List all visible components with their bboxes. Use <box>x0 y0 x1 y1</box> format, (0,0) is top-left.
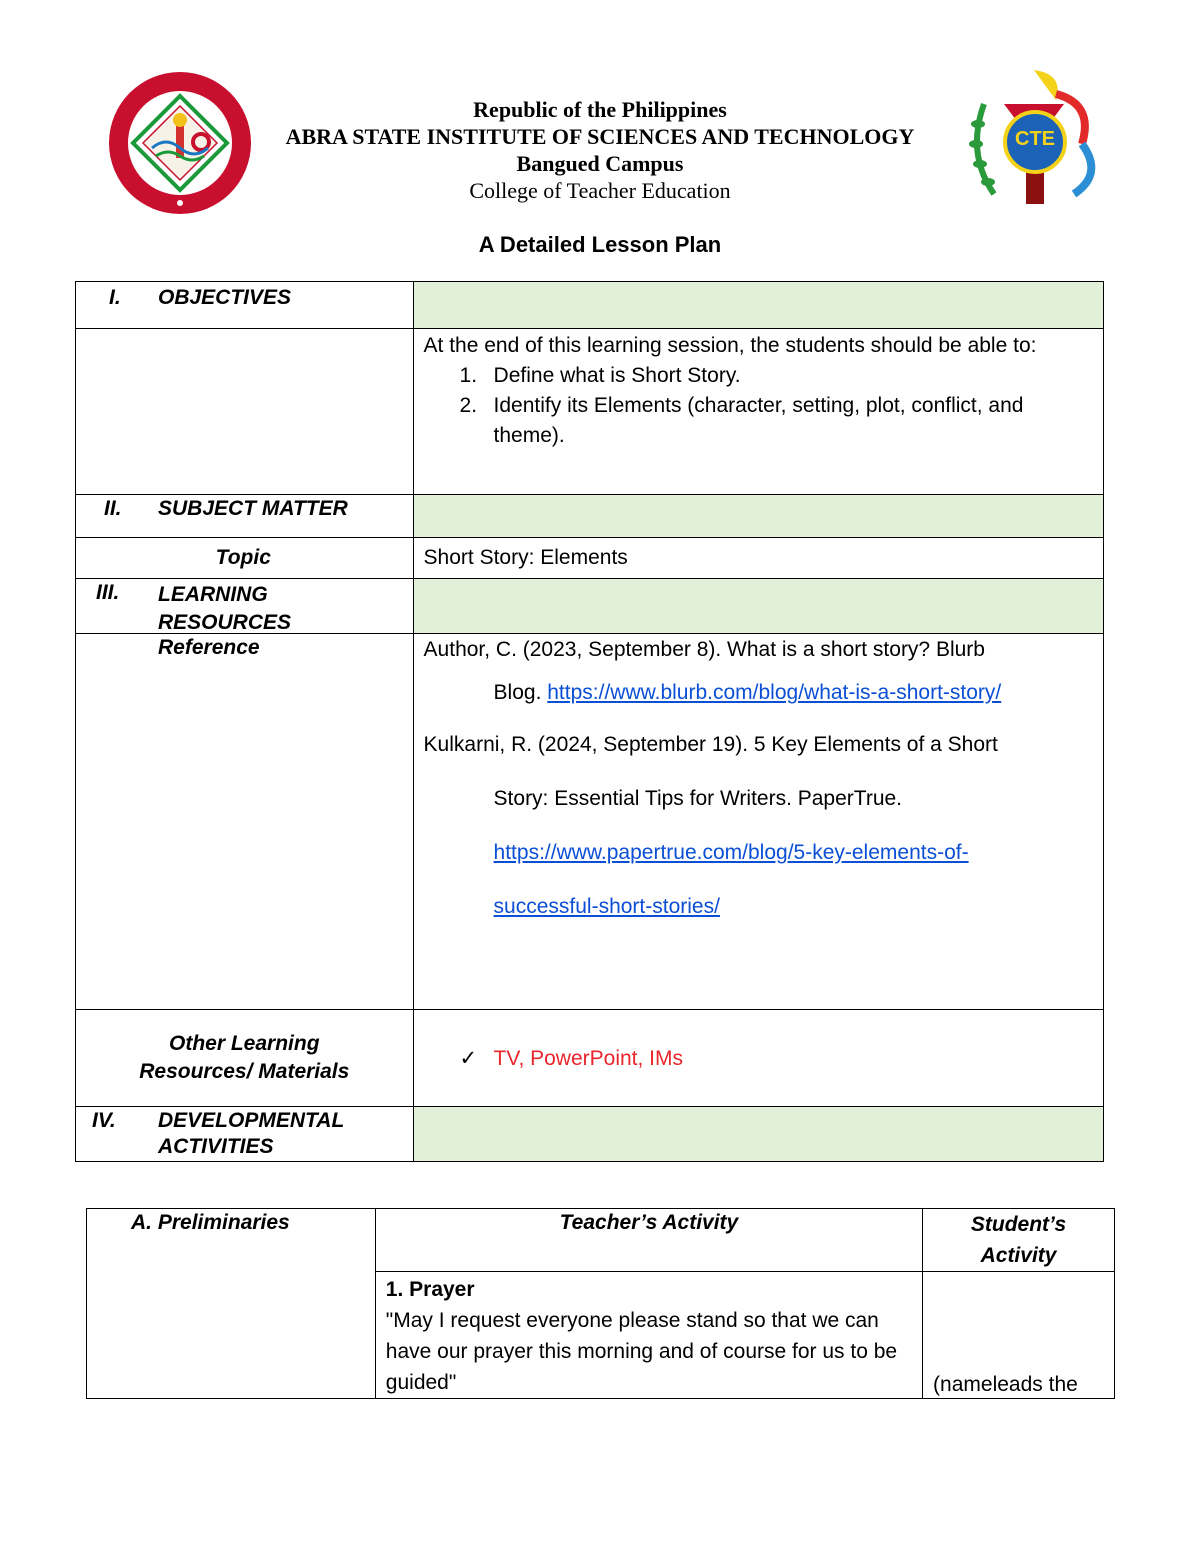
asist-seal-logo <box>106 70 254 216</box>
preliminaries-label: A. Preliminaries <box>131 1211 290 1234</box>
preliminaries-table <box>86 1208 1115 1399</box>
objectives-heading-cell <box>76 282 414 329</box>
header-campus: Bangued Campus <box>516 151 684 176</box>
reference-content-cell <box>413 634 1103 1010</box>
student-activity-label-1: Student’s <box>970 1213 1067 1236</box>
reference-2-link-cont[interactable]: successful-short-stories/ <box>493 895 720 918</box>
reference-1-blog: Blog. <box>493 681 548 704</box>
header-republic: Republic of the Philippines <box>473 97 727 122</box>
cte-logo-text: CTE <box>1015 128 1055 150</box>
resources-green-cell <box>413 579 1103 634</box>
subject-heading-cell <box>76 495 414 538</box>
developmental-label-1: DEVELOPMENTAL <box>158 1109 345 1132</box>
objectives-num: I. <box>109 286 121 309</box>
reference-label-cell <box>76 634 414 1010</box>
reference-2-link-line2 <box>424 890 1093 924</box>
objectives-blank-cell <box>76 329 414 495</box>
topic-label: Topic <box>215 546 271 569</box>
objectives-content-cell <box>413 329 1103 495</box>
lesson-plan-table <box>75 281 1104 1162</box>
checkmark-icon: ✓ <box>459 1046 478 1070</box>
objectives-green-cell <box>413 282 1103 329</box>
objectives-label: OBJECTIVES <box>158 286 292 309</box>
topic-value: Short Story: Elements <box>423 546 628 569</box>
teacher-activity-label: Teacher’s Activity <box>559 1211 739 1234</box>
student-response-text: (nameleads the <box>933 1373 1078 1396</box>
other-resources-label-cell <box>76 1010 414 1107</box>
student-response-cell <box>923 1272 1115 1399</box>
objective-item-text: Identify its Elements (character, setting, plot, conflict, and theme). <box>493 394 1024 447</box>
reference-2-link-line1 <box>424 836 1093 870</box>
objective-item-num: 1. <box>459 364 478 387</box>
objective-item-num: 2. <box>459 394 478 417</box>
other-resources-label-1: Other Learning <box>169 1032 320 1055</box>
reference-2-line2: Story: Essential Tips for Writers. PaperTrue. <box>493 787 903 810</box>
student-activity-header <box>923 1209 1115 1272</box>
objective-item-text: Define what is Short Story. <box>493 364 741 387</box>
developmental-heading-cell <box>76 1107 414 1162</box>
topic-value-cell <box>413 538 1103 579</box>
header-college: College of Teacher Education <box>469 178 731 203</box>
reference-2-line1: Kulkarni, R. (2024, September 19). 5 Key Elements of a Short <box>423 733 998 756</box>
reference-1-line2 <box>424 676 1093 710</box>
objective-item <box>424 361 1093 391</box>
subject-label: SUBJECT MATTER <box>158 497 348 520</box>
cte-logo <box>964 64 1110 216</box>
resources-heading-cell <box>76 579 414 634</box>
reference-2-link[interactable]: https://www.papertrue.com/blog/5-key-elements-of- <box>493 841 969 864</box>
preliminaries-cell <box>87 1209 376 1399</box>
teacher-activity-header <box>375 1209 922 1272</box>
reference-1-line1: Author, C. (2023, September 8). What is a short story? Blurb <box>423 638 985 661</box>
header-institute: ABRA STATE INSTITUTE OF SCIENCES AND TECHNOLOGY <box>285 124 915 149</box>
other-resources-label-2: Resources/ Materials <box>139 1060 350 1083</box>
materials-list: TV, PowerPoint, IMs <box>493 1046 684 1070</box>
developmental-num: IV. <box>92 1109 116 1132</box>
prayer-cell <box>375 1272 922 1399</box>
materials-cell <box>413 1010 1103 1107</box>
resources-num: III. <box>96 581 120 604</box>
subject-num: II. <box>104 497 122 520</box>
student-activity-label-2: Activity <box>980 1244 1057 1267</box>
prayer-title: 1. Prayer <box>385 1278 475 1301</box>
objectives-intro: At the end of this learning session, the students should be able to: <box>423 334 1037 357</box>
prayer-text: "May I request everyone please stand so that we can have our prayer this morning and of course for us to be guided" <box>385 1309 898 1394</box>
subject-green-cell <box>413 495 1103 538</box>
topic-label-cell <box>76 538 414 579</box>
document-title: A Detailed Lesson Plan <box>478 232 722 257</box>
developmental-green-cell <box>413 1107 1103 1162</box>
objective-item <box>424 391 1093 451</box>
reference-label: Reference <box>158 636 260 659</box>
developmental-label-2: ACTIVITIES <box>158 1135 274 1158</box>
resources-label: LEARNING RESOURCES <box>158 583 292 634</box>
reference-1-link[interactable]: https://www.blurb.com/blog/what-is-a-short-story/ <box>547 681 1002 704</box>
